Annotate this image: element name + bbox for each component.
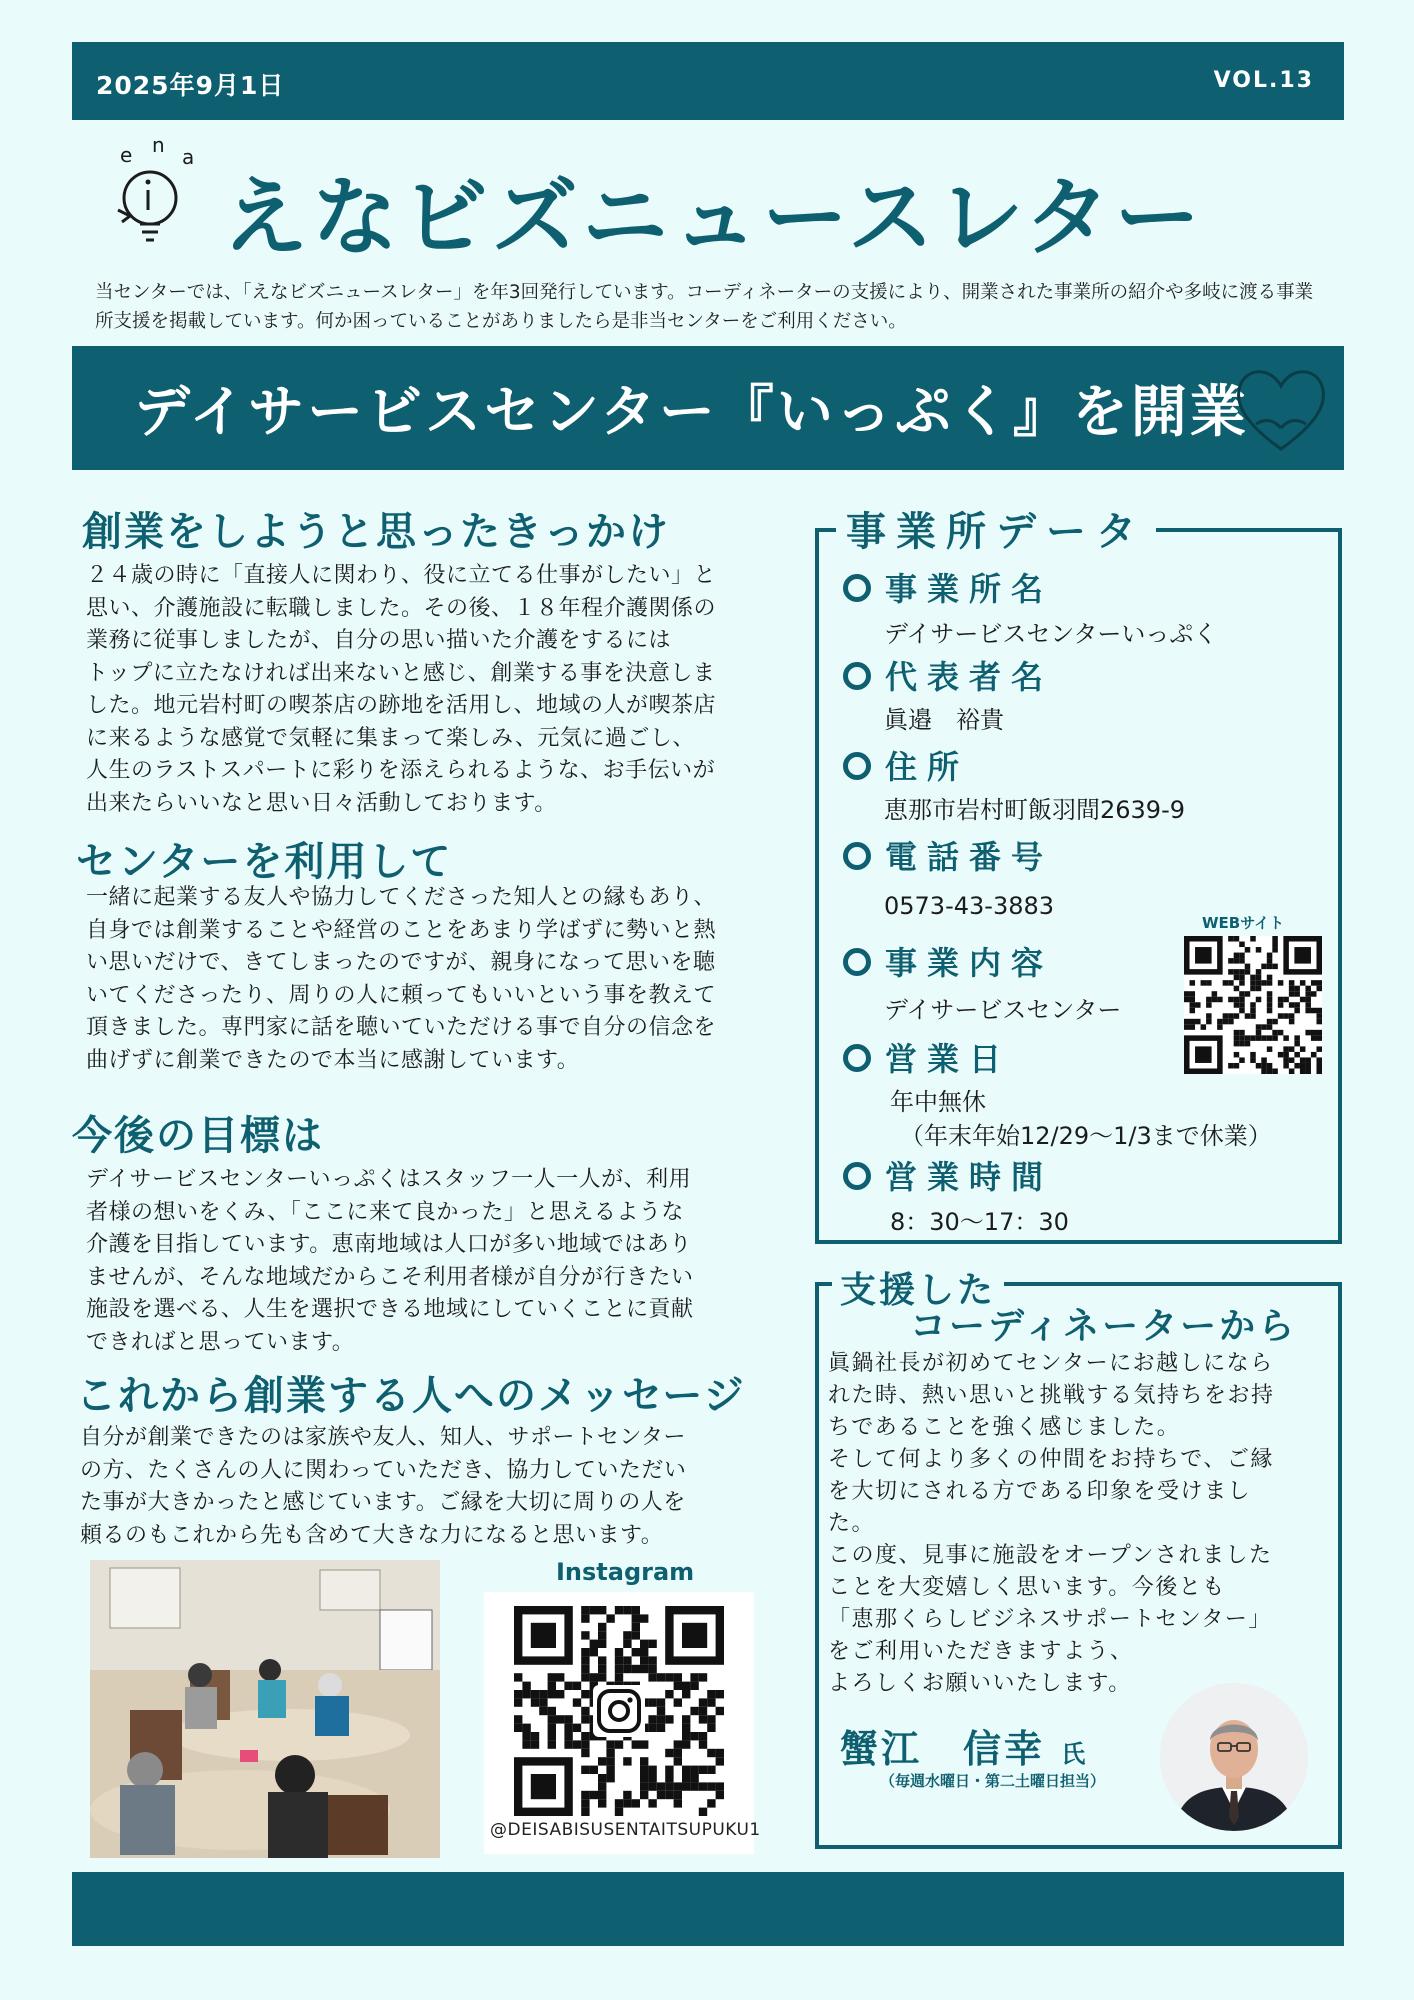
label-business-content: 事業内容 bbox=[843, 938, 1053, 984]
heart-hands-icon bbox=[1226, 354, 1336, 462]
circle-bullet-icon bbox=[843, 842, 871, 870]
circle-bullet-icon bbox=[843, 1044, 871, 1072]
header-bar bbox=[72, 42, 1344, 120]
text-line: 自分が創業できたのは家族や友人、知人、サポートセンター bbox=[80, 1425, 686, 1450]
text-line: ２４歳の時に「直接人に関わり、役に立てる仕事がしたい」と bbox=[86, 563, 717, 588]
circle-bullet-icon bbox=[843, 752, 871, 780]
text-line: 業務に従事しましたが、自分の思い描いた介護をするには bbox=[86, 628, 672, 653]
headline-banner bbox=[72, 346, 1344, 470]
circle-bullet-icon bbox=[843, 574, 871, 602]
text-line: に来るような感覚で気軽に集まって楽しみ、元気に過ごし、 bbox=[86, 725, 695, 751]
coordinator-name-text: 蟹江 信幸 bbox=[840, 1727, 1046, 1771]
instagram-handle: @DEISABISUSENTAITSUPUKU1 bbox=[490, 1820, 761, 1840]
section-body-goals bbox=[86, 1164, 796, 1359]
qr-code-icon bbox=[1184, 936, 1322, 1074]
coordinator-title-line1: 支援した bbox=[832, 1262, 1004, 1313]
text-line: 眞鍋社長が初めてセンターにお越しになら bbox=[828, 1351, 1274, 1376]
value-address: 恵那市岩村町飯羽間2639-9 bbox=[884, 796, 1186, 824]
text-line: れた時、熱い思いと挑戦する気持ちをお持 bbox=[828, 1383, 1275, 1408]
headline-text: デイサービスセンター『いっぷく』を開業 bbox=[134, 380, 1249, 445]
text-line: 自身では創業することや経営のことをあまり学ばずに勢いと熱 bbox=[86, 917, 717, 943]
section-body-center-use bbox=[86, 882, 796, 1077]
text-line: い思いだけで、きてしまったのですが、親身になって思いを聴 bbox=[86, 950, 716, 975]
website-qr-code[interactable] bbox=[1184, 936, 1322, 1074]
value-business-content: デイサービスセンター bbox=[884, 996, 1122, 1024]
instagram-icon bbox=[591, 1683, 647, 1739]
issue-date: 2025年9月1日 bbox=[96, 71, 285, 100]
instagram-qr-code[interactable] bbox=[484, 1592, 754, 1854]
text-line: よろしくお願いいたします。 bbox=[828, 1671, 1132, 1696]
text-line: 介護を目指しています。恵南地域は人口が多い地域ではあり bbox=[86, 1232, 692, 1257]
label-business-hours: 営業時間 bbox=[843, 1152, 1053, 1198]
newsletter-title: えなビズニュースレター bbox=[222, 168, 1205, 268]
text-line: た。 bbox=[828, 1511, 876, 1536]
text-line: この度、見事に施設をオープンされました bbox=[828, 1543, 1273, 1568]
text-line: ませんが、そんな地域だからこそ利用者様が自分が行きたい bbox=[86, 1264, 694, 1290]
logo-letter-a: a bbox=[182, 145, 195, 169]
text-line: いてくださったり、周りの人に頼ってもいいという事を教えて bbox=[86, 982, 717, 1008]
value-representative: 眞邉 裕貴 bbox=[884, 706, 1004, 734]
circle-bullet-icon bbox=[843, 948, 871, 976]
coordinator-name bbox=[840, 1718, 1085, 1773]
logo-letter-e: e bbox=[120, 143, 133, 167]
business-data-title: 事業所データ bbox=[836, 500, 1156, 557]
text-line: した。地元岩村町の喫茶店の跡地を活用し、地域の人が喫茶店 bbox=[86, 693, 717, 718]
section-heading-goals: 今後の目標は bbox=[72, 1113, 324, 1159]
text-line: た事が大きかったと感じています。ご縁を大切に周りの人を bbox=[80, 1490, 686, 1515]
text-line: 曲げずに創業できたので本当に感謝しています。 bbox=[86, 1047, 580, 1073]
text-line: 人生のラストスパートに彩りを添えられるような、お手伝いが bbox=[86, 758, 716, 783]
label-phone: 電話番号 bbox=[843, 832, 1053, 878]
label-business-days: 営業日 bbox=[843, 1034, 1011, 1080]
section-heading-center-use: センターを利用して bbox=[76, 839, 453, 885]
text-line: 施設を選べる、人生を選択できる地域にしていくことに貢献 bbox=[86, 1297, 694, 1322]
intro-text: 当センターでは、「えなビズニュースレター」を年3回発行しています。コーディネーターの支援により、開業された事業所の紹介や多岐に渡る事業所支援を掲載しています。何か困っていることがありましたら是非当センターをご利用ください。 bbox=[95, 282, 1314, 332]
value-phone: 0573-43-3883 bbox=[884, 892, 1055, 920]
text-line: ちであることを強く感じました。 bbox=[828, 1415, 1181, 1440]
lightbulb-icon bbox=[112, 140, 210, 252]
instagram-label: Instagram bbox=[556, 1558, 695, 1586]
volume-number: VOL.13 bbox=[1213, 68, 1314, 93]
coordinator-message bbox=[828, 1348, 1333, 1700]
text-line: 頼るのもこれから先も含めて大きな力になると思います。 bbox=[80, 1522, 664, 1548]
coordinator-schedule-note: （毎週水曜日・第二土曜日担当） bbox=[880, 1772, 1106, 1790]
text-line: 「恵那くらしビジネスサポートセンター」 bbox=[828, 1607, 1272, 1632]
text-line: できればと思っています。 bbox=[86, 1329, 355, 1355]
label-business-name: 事業所名 bbox=[843, 564, 1053, 610]
text-line: をご利用いただきますよう、 bbox=[828, 1639, 1134, 1664]
text-line: 頂きました。専門家に話を聴いていただける事で自分の信念を bbox=[86, 1015, 717, 1040]
coordinator-portrait bbox=[1160, 1683, 1308, 1831]
footer-bar bbox=[72, 1872, 1344, 1946]
coordinator-title-line2: コーディネーターから bbox=[910, 1306, 1298, 1347]
label-address: 住所 bbox=[843, 742, 969, 788]
text-line: ことを大変嬉しく思います。今後とも bbox=[828, 1575, 1226, 1600]
label-representative: 代表者名 bbox=[843, 652, 1053, 698]
logo-letter-n: n bbox=[152, 140, 165, 157]
section-body-message bbox=[80, 1422, 800, 1552]
honorific: 氏 bbox=[1061, 1740, 1086, 1768]
circle-bullet-icon bbox=[843, 662, 871, 690]
text-line: 一緒に起業する友人や協力してくださった知人との縁もあり、 bbox=[86, 885, 717, 910]
value-business-hours: 8：30〜17：30 bbox=[890, 1208, 1069, 1236]
text-line: を大切にされる方である印象を受けまし bbox=[828, 1479, 1252, 1504]
text-line: デイサービスセンターいっぷくはスタッフ一人一人が、利用 bbox=[86, 1167, 692, 1192]
text-line: トップに立たなければ出来ないと感じ、創業する事を決意しま bbox=[86, 660, 716, 686]
text-line: 者様の想いをくみ、「ここに来て良かった」と思えるような bbox=[86, 1199, 684, 1225]
section-heading-message: これから創業する人へのメッセージ bbox=[76, 1373, 746, 1419]
text-line: そして何より多くの仲間をお持ちで、ご縁 bbox=[828, 1447, 1274, 1472]
circle-bullet-icon bbox=[843, 1162, 871, 1190]
value-business-name: デイサービスセンターいっぷく bbox=[884, 620, 1218, 648]
section-body-motivation bbox=[86, 560, 796, 820]
text-line: の方、たくさんの人に関わっていただき、協力していただい bbox=[80, 1457, 687, 1483]
text-line: 思い、介護施設に転職しました。その後、１８年程介護関係の bbox=[86, 595, 717, 621]
value-business-days-note: （年末年始12/29〜1/3まで休業） bbox=[900, 1122, 1272, 1150]
logo bbox=[112, 140, 210, 252]
website-label: WEBサイト bbox=[1202, 914, 1285, 932]
value-business-days: 年中無休 bbox=[890, 1088, 986, 1116]
facility-photo bbox=[90, 1560, 440, 1858]
text-line: 出来たらいいなと思い日々活動しております。 bbox=[86, 790, 557, 816]
section-heading-motivation: 創業をしようと思ったきっかけ bbox=[82, 509, 670, 555]
